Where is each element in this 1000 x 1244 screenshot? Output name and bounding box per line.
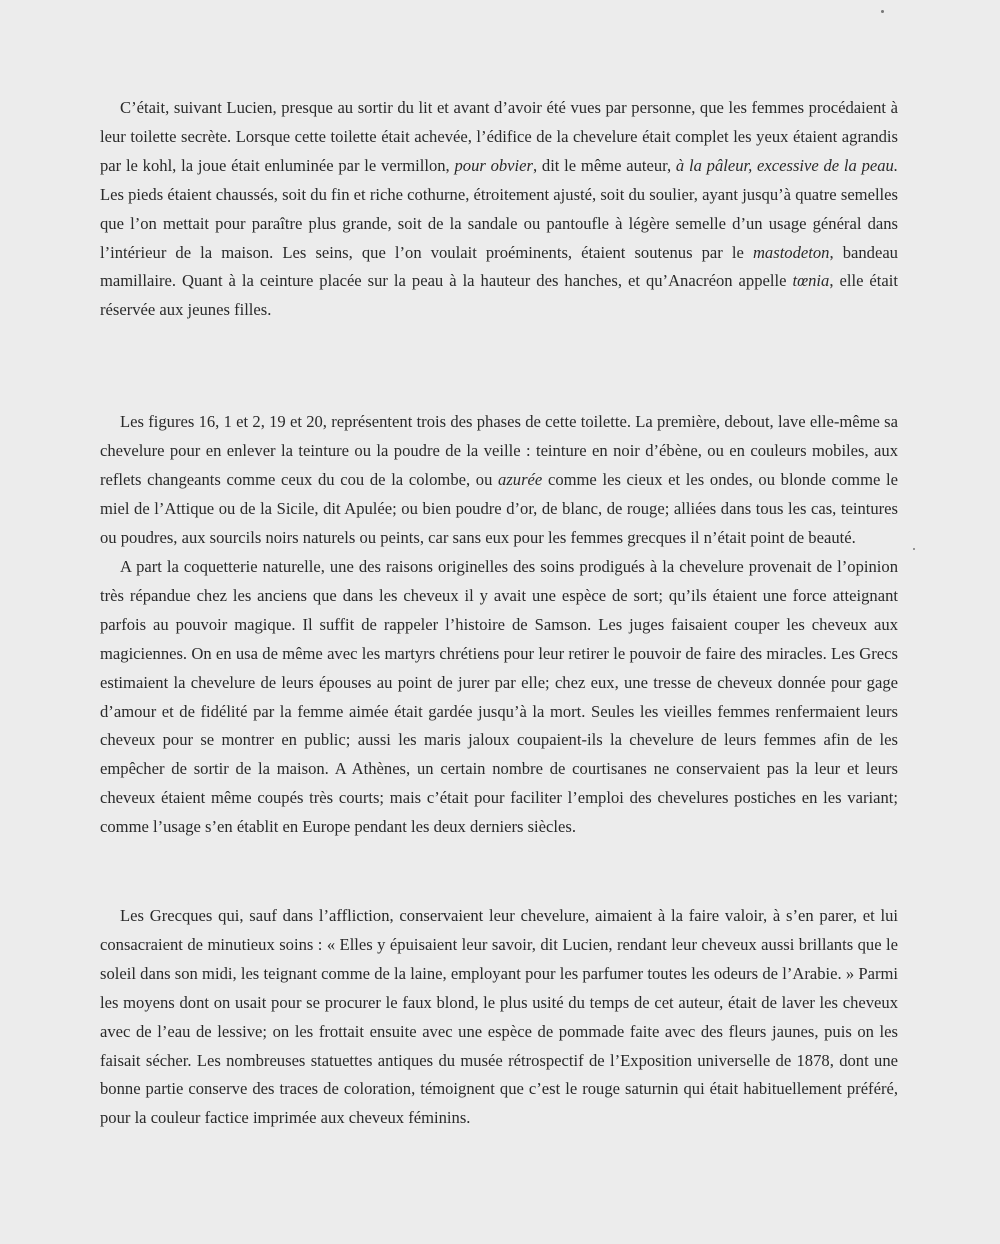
paragraph-text xyxy=(100,408,898,553)
text-run: Les figures 16, 1 et 2, 19 et 20, représentent trois des phases de cette toilette. La première, debout, lave elle-même sa chevelure pour en enlever la teinture ou la poudre de la veille : teinture en noir d’ébène, ou en couleurs mobiles, aux reflets changeants comme ceux du cou de la colombe, ou xyxy=(100,412,898,489)
paragraph-2 xyxy=(100,408,898,553)
text-run: A part la coquetterie naturelle, une des raisons originelles des soins prodigués à la chevelure provenait de l’opinion très répandue chez les anciens que dans les cheveux il y avait une espèce de sort; qu’ils étaient une force atteignant parfois au pouvoir magique. Il suffit de rappeler l’histoire de Samson. Les juges faisaient couper les cheveux aux magiciennes. On en usa de même avec les martyrs chrétiens pour leur retirer le pouvoir de faire des miracles. Les Grecs estimaient la chevelure de leurs épouses au point de jurer par elle; chez eux, une tresse de cheveux donnée pour gage d’amour et de fidélité par la femme aimée était gardée jusqu’à la mort. Seules les vieilles femmes renfermaient leurs cheveux pour se montrer en public; aussi les maris jaloux coupaient-ils la chevelure de leurs femmes afin de les empêcher de sortir de la maison. A Athènes, un certain nombre de courtisanes ne conservaient pas la leur et leurs cheveux étaient même coupés très courts; mais c’était pour faciliter l’emploi des chevelures postiches en les variant; comme l’usage s’en établit en Europe pendant les deux derniers siècles. xyxy=(100,557,898,837)
italic-text: azurée xyxy=(498,469,543,489)
text-run: , bandeau mamillaire. Quant à la ceinture placée sur la peau à la hauteur des hanches, et qu’Anacréon appelle xyxy=(100,242,898,291)
text-run: Les Grecques qui, sauf dans l’affliction, conservaient leur chevelure, aimaient à la faire valoir, à s’en parer, et lui consacraient de minutieux soins : « Elles y épuisaient leur savoir, dit Lucien, rendant leur cheveux aussi brillants que le soleil dans son midi, les teignant comme de la laine, employant pour les parfumer toutes les odeurs de l’Arabie. » Parmi les moyens dont on usait pour se procurer le faux blond, le plus usité du temps de cet auteur, était de laver les cheveux avec de l’eau de lessive; on les frottait ensuite avec une espèce de pommade faite avec des fleurs jaunes, puis on les faisait sécher. Les nombreuses statuettes antiques du musée rétrospectif de l’Exposition universelle de 1878, dont une bonne partie conserve des traces de coloration, témoignent que c’est le rouge saturnin qui était habituellement préféré, pour la couleur factice imprimée aux cheveux féminins. xyxy=(100,906,898,1128)
paragraph-text xyxy=(100,94,898,325)
paragraph-text xyxy=(100,902,898,1133)
italic-text: mastodeton xyxy=(752,242,830,262)
paragraph-3 xyxy=(100,553,898,842)
text-run: comme les cieux et les ondes, ou blonde comme le miel de l’Attique ou de la Sicile, dit Apulée; ou bien poudre d’or, de blanc, de rouge; alliées dans tous les cas, teintures ou poudres, aux sourcils noirs naturels ou peints, car sans eux pour les femmes grecques il n’était point de beauté. xyxy=(100,469,898,547)
italic-text: à la pâleur, excessive de la peau. xyxy=(675,155,899,175)
text-run: Les pieds étaient chaussés, soit du fin et riche cothurne, étroitement ajusté, soit du soulier, ayant jusqu’à quatre semelles que l’on mettait pour paraître plus grande, soit de la sandale ou pantoufle à légère semelle d’un usage général dans l’intérieur de la maison. Les seins, que l’on voulait proéminents, étaient soutenus par le xyxy=(100,184,898,262)
italic-text: tœnia xyxy=(792,271,830,291)
paper-speck xyxy=(881,10,884,13)
paragraph-1 xyxy=(100,94,898,325)
paragraph-text xyxy=(100,553,898,842)
text-run: C’était, suivant Lucien, presque au sortir du lit et avant d’avoir été vues par personne, que les femmes procédaient à leur toilette secrète. Lorsque cette toilette était achevée, l’édifice de la chevelure était complet les yeux étaient agrandis par le kohl, la joue était enluminée par le vermillon, xyxy=(100,98,898,175)
text-run: , dit le même auteur, xyxy=(532,155,676,175)
paragraph-4 xyxy=(100,902,898,1133)
text-run: , elle était réservée aux jeunes filles. xyxy=(100,271,898,320)
italic-text: pour obvier xyxy=(454,155,533,175)
paper-speck xyxy=(913,548,915,550)
